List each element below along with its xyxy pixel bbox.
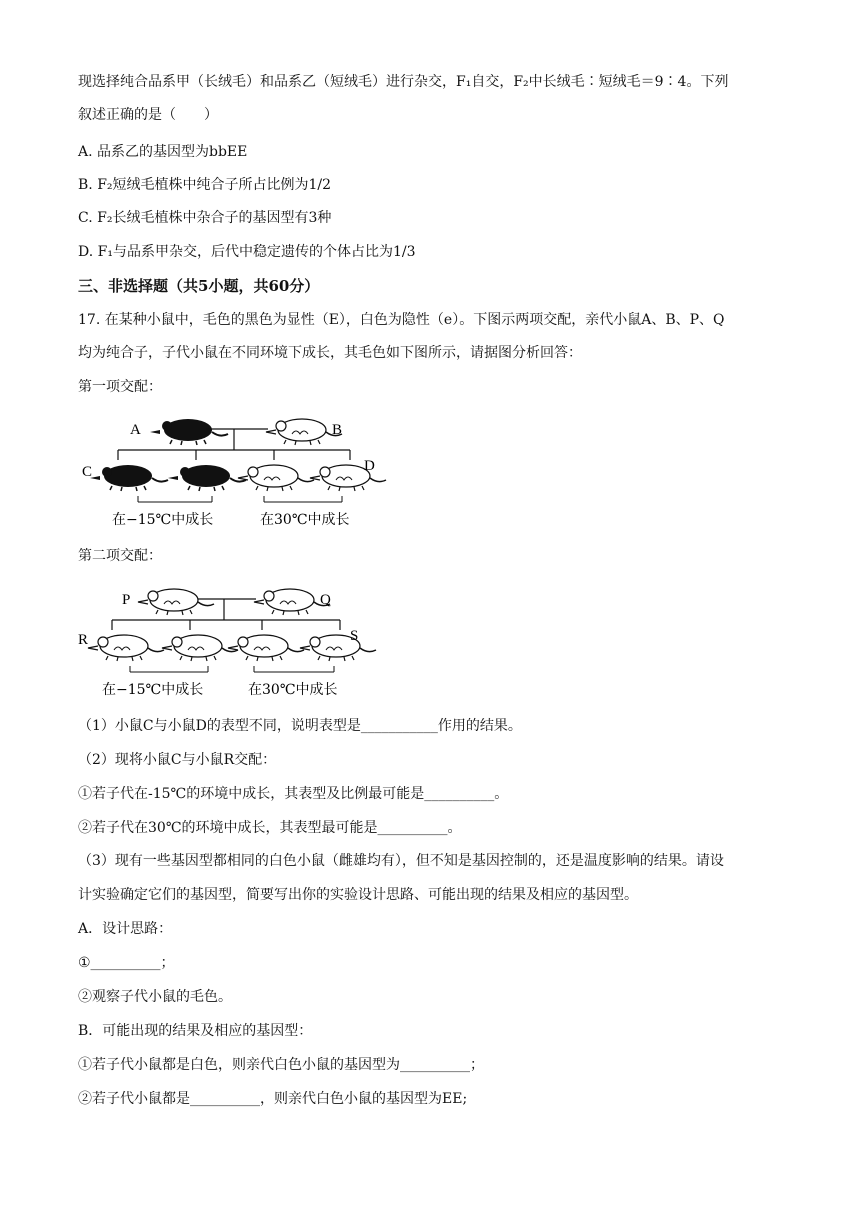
mouse-white-icon: [162, 635, 238, 661]
label-q: Q: [320, 592, 331, 608]
mouse-c-icon: [90, 465, 168, 491]
label-c: C: [82, 464, 93, 480]
cross1-figure: [78, 408, 398, 533]
q17-part1: （1）小鼠C与小鼠D的表型不同，说明表型是___________作用的结果。: [78, 718, 522, 734]
label-s: S: [350, 628, 359, 644]
section-title: 三、非选择题（共5小题，共60分）: [78, 277, 320, 295]
design-step2: ②观察子代小鼠的毛色。: [78, 989, 232, 1005]
q16-option-d: D. F₁与品系甲杂交，后代中稳定遗传的个体占比为1/3: [78, 244, 416, 260]
cross2-title: 第二项交配：: [78, 548, 162, 564]
q17-part2-2: ②若子代在30℃的环境中成长，其表型最可能是__________。: [78, 820, 462, 836]
cross2-figure: [78, 578, 378, 703]
q16-option-c: C. F₂长绒毛植株中杂合子的基因型有3种: [78, 210, 332, 226]
result-title: B．可能出现的结果及相应的基因型：: [78, 1023, 313, 1039]
q17-part3-line2: 计实验确定它们的基因型，简要写出你的实验设计思路、可能出现的结果及相应的基因型。: [78, 887, 638, 903]
mouse-a-icon: [150, 419, 228, 445]
label-d: D: [364, 458, 375, 474]
mouse-q-icon: [254, 589, 330, 615]
q17-part3-line1: （3）现有一些基因型都相同的白色小鼠（雌雄均有），但不知是基因控制的，还是温度影响的结果。请设: [78, 853, 724, 869]
mouse-white-icon: [228, 635, 304, 661]
mouse-b-icon: [266, 419, 342, 445]
mouse-r-icon: [88, 635, 164, 661]
q17-stem-line2: 均为纯合子，子代小鼠在不同环境下成长，其毛色如下图所示，请据图分析回答：: [78, 345, 582, 361]
warm-caption: 在30℃中成长: [248, 682, 338, 698]
label-b: B: [332, 422, 343, 438]
q16-stem-line1: 现选择纯合品系甲（长绒毛）和品系乙（短绒毛）进行杂交，F₁自交，F₂中长绒毛∶短绒毛＝9∶4。下列: [78, 74, 729, 90]
mouse-s-icon: [300, 635, 376, 661]
mouse-black-icon: [168, 465, 246, 491]
label-a: A: [130, 422, 141, 438]
design-step1: ①__________；: [78, 955, 175, 971]
q17-stem-line1: 17. 在某种小鼠中，毛色的黑色为显性（E），白色为隐性（e）。下图示两项交配，亲代小鼠A、B、P、Q: [78, 312, 725, 328]
cross1-title: 第一项交配：: [78, 379, 162, 395]
cold-caption: 在−15℃中成长: [112, 512, 214, 528]
warm-caption: 在30℃中成长: [260, 512, 350, 528]
q17-part2-1: ①若子代在-15℃的环境中成长，其表型及比例最可能是__________。: [78, 786, 509, 802]
q17-part2: （2）现将小鼠C与小鼠R交配：: [78, 752, 277, 768]
mouse-p-icon: [138, 589, 214, 615]
label-p: P: [122, 592, 131, 608]
result-2: ②若子代小鼠都是__________，则亲代白色小鼠的基因型为EE;: [78, 1091, 468, 1107]
q16-option-b: B. F₂短绒毛植株中纯合子所占比例为1/2: [78, 177, 332, 193]
label-r: R: [78, 632, 89, 648]
q16-stem-line2: 叙述正确的是（ ）: [78, 107, 218, 123]
q16-option-a: A. 品系乙的基因型为bbEE: [78, 144, 248, 160]
design-title: A．设计思路：: [78, 921, 173, 937]
mouse-white-icon: [238, 465, 314, 491]
cold-caption: 在−15℃中成长: [102, 682, 204, 698]
result-1: ①若子代小鼠都是白色，则亲代白色小鼠的基因型为__________；: [78, 1057, 484, 1073]
